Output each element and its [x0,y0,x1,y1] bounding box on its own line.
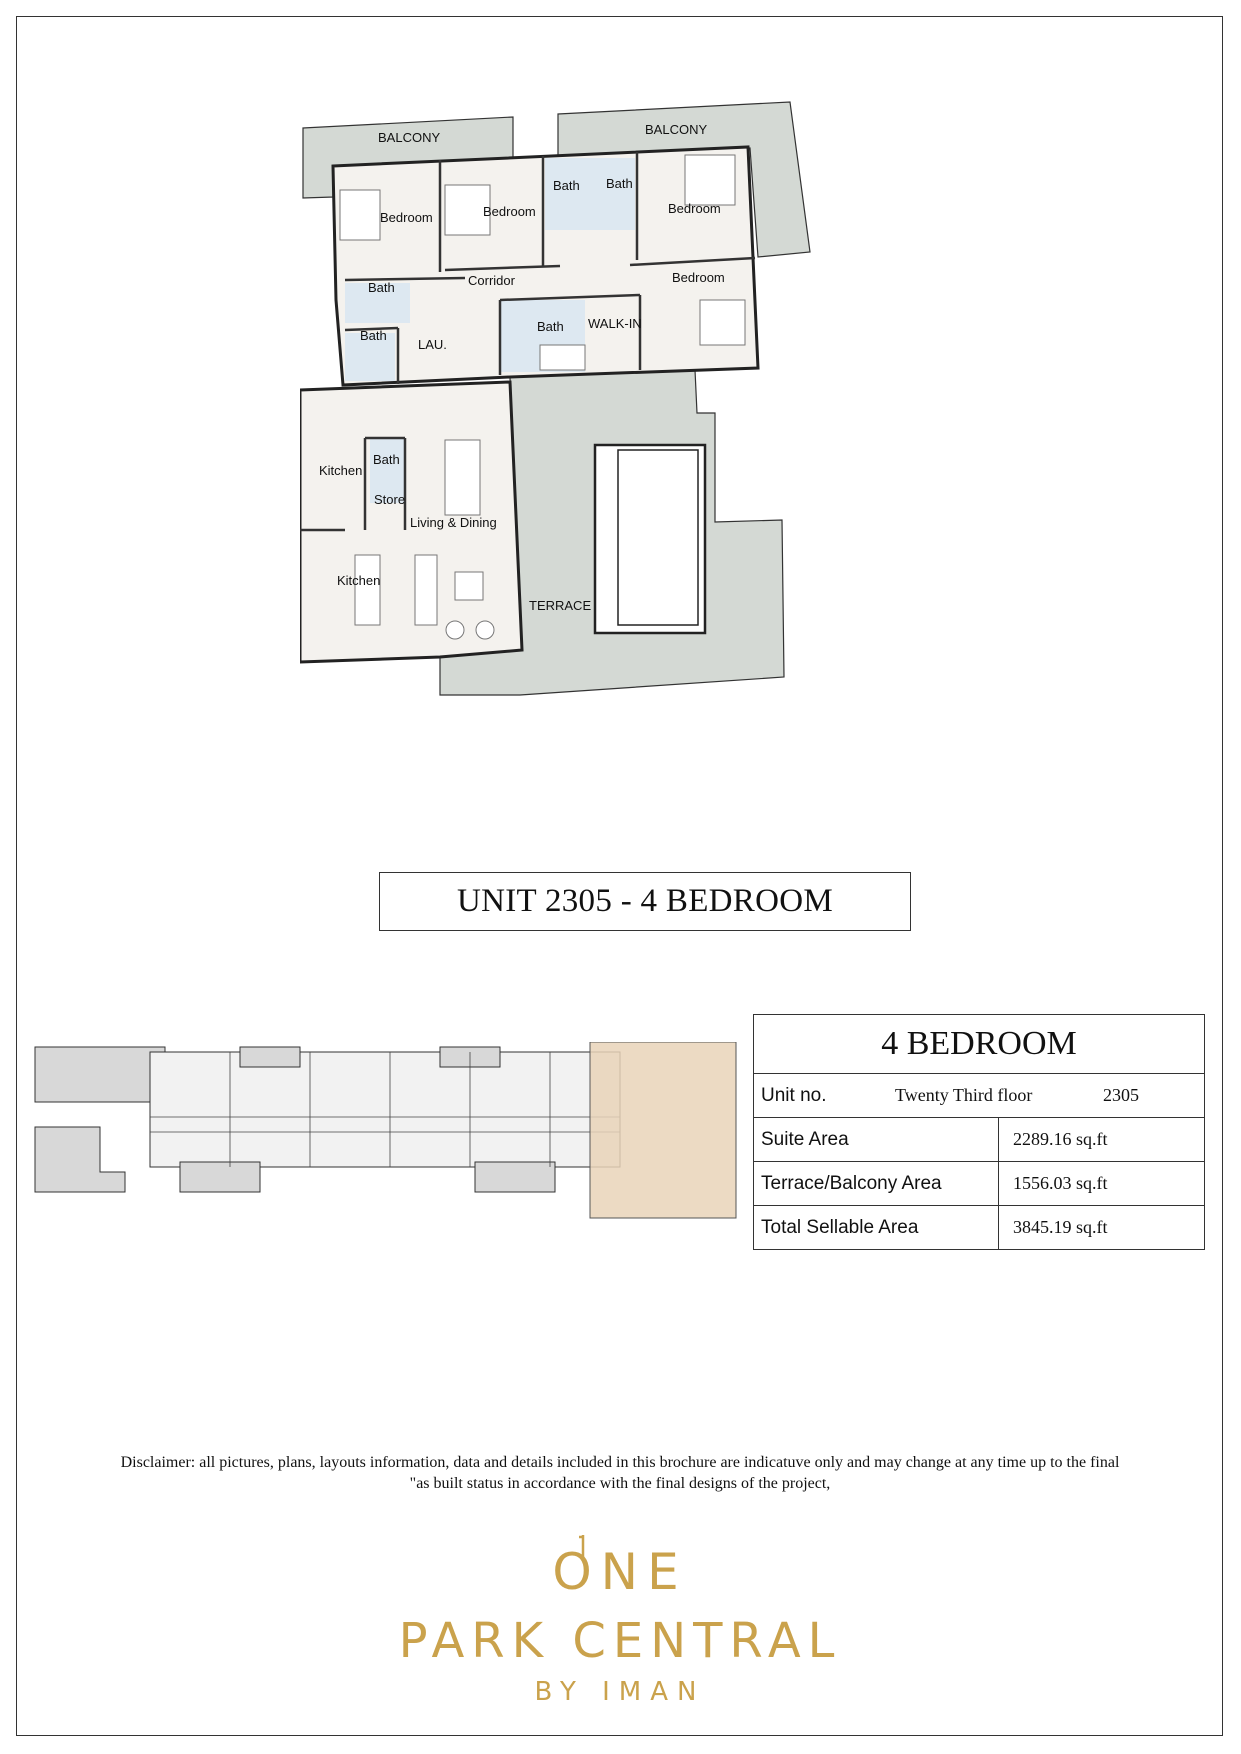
floor-plan [300,100,920,790]
unit-title: UNIT 2305 - 4 BEDROOM [379,872,911,931]
bath-label: Bath [537,319,564,334]
terrace-label: TERRACE [529,598,592,613]
logo-line-one: ONE [552,1543,688,1601]
bath-label: Bath [606,176,633,191]
bedroom-label: Bedroom [668,201,721,216]
suite-area-value: 2289.16 sq.ft [999,1118,1205,1162]
keyplan-highlight-unit [590,1042,736,1218]
bedroom-label: Bedroom [483,204,536,219]
disclaimer [70,1452,1170,1494]
disclaimer-line: Disclaimer: all pictures, plans, layouts information, data and details included in this brochure are indicatuve only and may change at any time up to the final [120,1454,1120,1471]
terrace-area-value: 1556.03 sq.ft [999,1162,1205,1206]
walk-in-label: WALK-IN [588,316,642,331]
info-table-header: 4 BEDROOM [754,1015,1205,1074]
disclaimer-line: "as built status in accordance with the final designs of the project, [409,1475,831,1492]
logo-line-by-iman: BY IMAN [534,1677,706,1707]
total-area-value: 3845.19 sq.ft [999,1206,1205,1250]
bath-area [545,158,635,230]
terrace-area-label: Terrace/Balcony Area [754,1162,999,1206]
unit-info-table [753,1014,1205,1250]
bath-label: Bath [368,280,395,295]
pool-water [618,450,698,625]
floor-value: Twenty Third floor [895,1085,1033,1105]
table-row [754,1162,1205,1206]
logo-line-park-central: PARK CENTRAL [398,1613,842,1669]
store-label: Store [374,492,406,507]
balcony-right-label: BALCONY [645,122,708,137]
living-dining-label: Living & Dining [410,515,497,530]
kitchen-label: Kitchen [319,463,363,478]
total-area-label: Total Sellable Area [754,1206,999,1250]
bedroom-label: Bedroom [380,210,433,225]
bedroom-label: Bedroom [672,270,725,285]
corridor-label: Corridor [468,273,515,288]
key-plan [30,1042,740,1228]
table-row [754,1206,1205,1250]
kitchen-label: Kitchen [337,573,381,588]
brand-logo [330,1525,910,1715]
keyplan-building [35,1047,620,1192]
bath-label: Bath [373,452,400,467]
unit-number-row [754,1074,1205,1118]
bath-label: Bath [553,178,580,193]
suite-area-label: Suite Area [754,1118,999,1162]
unit-number-value: 2305 [1103,1085,1139,1105]
balcony-left-label: BALCONY [378,130,441,145]
table-row [754,1118,1205,1162]
laundry-label: LAU. [418,337,447,352]
unit-no-label: Unit no. [761,1084,827,1106]
bath-label: Bath [360,328,387,343]
